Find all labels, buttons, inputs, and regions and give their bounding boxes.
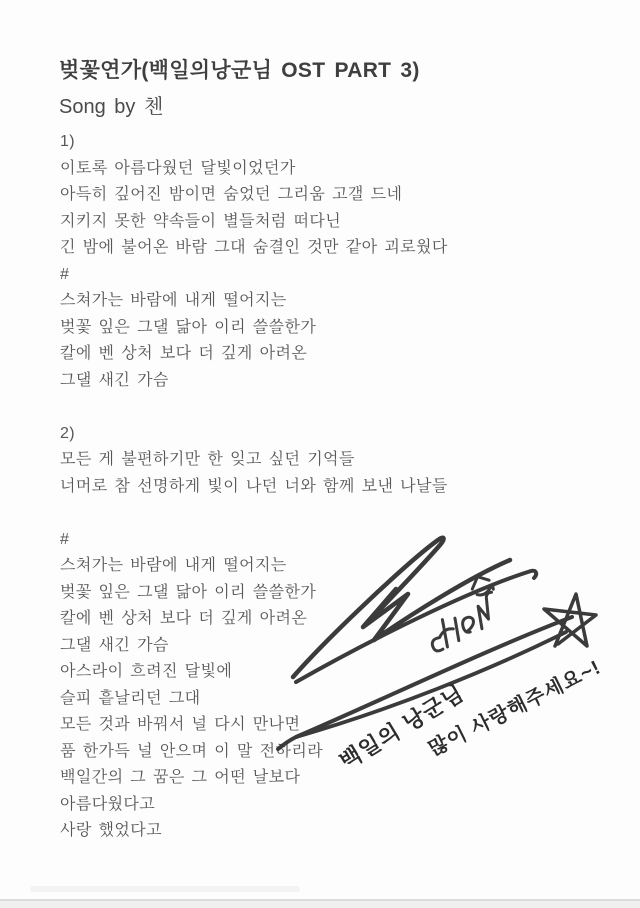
lyric-line: 긴 밤에 불어온 바람 그대 숨결인 것만 같아 괴로웠다: [60, 239, 448, 256]
lyric-line: 백일간의 그 꿈은 그 어떤 날보다: [60, 769, 301, 786]
lyric-line: 그댈 새긴 가슴: [60, 636, 169, 654]
stanza-label: 2): [60, 424, 76, 442]
paper-smudge: [30, 886, 300, 892]
chorus-label: #: [60, 265, 70, 283]
lyric-line: 모든 것과 바꿔서 널 다시 만나면: [60, 716, 301, 733]
lyric-line: 슬피 흩날리던 그대: [60, 689, 201, 707]
lyric-line: 품 한가득 널 안으며 이 말 전하리라: [60, 742, 324, 760]
dedication-text-line1: 백일의 낭군님: [335, 680, 469, 775]
lyric-line: 이토록 아름다웠던 달빛이었던가: [60, 159, 296, 177]
chorus-label: #: [60, 530, 70, 548]
lyric-line: 칼에 벤 상처 보다 더 깊게 아려온: [60, 610, 308, 627]
paper-edge-shadow: [0, 901, 640, 908]
dedication-text-line2: 많이 사랑해주세요~!: [425, 656, 605, 761]
lyric-line: 스쳐가는 바람에 내게 떨어지는: [60, 292, 287, 309]
lyric-line: 아득히 깊어진 밤이면 숨었던 그리움 고갤 드네: [60, 186, 403, 203]
lyric-line: 칼에 벤 상처 보다 더 깊게 아려온: [60, 345, 308, 362]
lyric-line: 아름다웠다고: [60, 795, 156, 813]
lyric-line: 사랑 했었다고: [60, 822, 162, 839]
lyric-line: 너머로 참 선명하게 빛이 나던 너와 함께 보낸 나날들: [60, 477, 448, 495]
stanza-label: 1): [60, 133, 76, 150]
lyric-line: 벚꽃 잎은 그댈 닮아 이리 쓸쓸한가: [60, 318, 317, 336]
stanza-2: [60, 421, 540, 501]
artist-credit: Song by 첸: [59, 96, 164, 118]
lyric-line: 벚꽃 잎은 그댈 닮아 이리 쓸쓸한가: [60, 583, 317, 601]
lyric-line: 그댈 새긴 가슴: [60, 371, 169, 389]
lyric-line: 스쳐가는 바람에 내게 떨어지는: [60, 557, 287, 574]
signature-diagonal: [296, 571, 536, 682]
chorus-1: [60, 262, 540, 395]
lyric-line: 지키지 못한 약속들이 별들처럼 떠다닌: [60, 212, 342, 230]
stanza-1: [60, 129, 540, 262]
lyric-line: 아스라이 흐려진 달빛에: [60, 663, 233, 680]
lyric-line: 모든 게 불편하기만 한 잊고 싶던 기억들: [60, 451, 355, 468]
song-title: 벚꽃연가(백일의낭군님 OST PART 3): [59, 59, 420, 82]
